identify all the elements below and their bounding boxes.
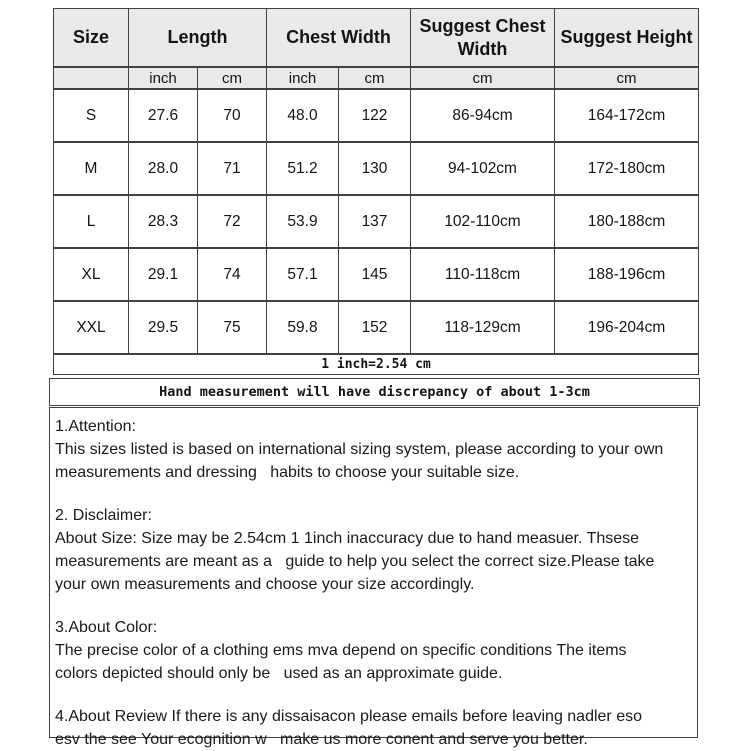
note-line: your own measurements and choose your size accordingly. [55,576,475,593]
unit-cell: cm [555,67,699,89]
size-cell: M [54,142,129,195]
chest-cm-cell: 122 [339,89,411,142]
table-row-s [54,89,699,142]
length-cm-cell: 70 [198,89,267,142]
hand-measurement-note: Hand measurement will have discrepancy of about 1-3cm [49,378,700,406]
note-line: 1.Attention: [55,418,136,435]
suggest-chest-cell: 94-102cm [411,142,555,195]
size-cell: XXL [54,301,129,354]
chest-cm-cell: 137 [339,195,411,248]
length-cm-cell: 72 [198,195,267,248]
suggest-height-cell: 180-188cm [555,195,699,248]
note-line: 4.About Review If there is any dissaisacon please emails before leaving nadler eso [55,708,642,725]
size-cell: S [54,89,129,142]
col-header-suggest-height: Suggest Height [555,9,699,68]
note-line: 3.About Color: [55,619,158,636]
col-header-suggest-chest-width: Suggest Chest Width [411,9,555,68]
note-line: colors depicted should only be used as an approximate guide. [55,665,503,682]
note-line: 2. Disclaimer: [55,507,152,524]
col-header-chest-width: Chest Width [267,9,411,68]
length-cm-cell: 75 [198,301,267,354]
length-inch-cell: 29.5 [129,301,198,354]
unit-cell: inch [129,67,198,89]
unit-cell: inch [267,67,339,89]
size-cell: XL [54,248,129,301]
size-cell: L [54,195,129,248]
col-header-size: Size [54,9,129,68]
unit-cell: cm [339,67,411,89]
note-line: About Size: Size may be 2.54cm 1 1inch inaccuracy due to hand measuer. Thsese [55,530,640,547]
length-cm-cell: 74 [198,248,267,301]
unit-cell [54,67,129,89]
chest-cm-cell: 152 [339,301,411,354]
note-line: esv the see Your ecognition w make us more conent and serve you better. [55,731,588,748]
header-row [54,9,699,68]
table-row-l [54,195,699,248]
length-inch-cell: 29.1 [129,248,198,301]
suggest-chest-cell: 102-110cm [411,195,555,248]
note-line: measurements and dressing habits to choose your suitable size. [55,464,520,481]
chest-inch-cell: 51.2 [267,142,339,195]
chest-inch-cell: 53.9 [267,195,339,248]
suggest-chest-cell: 110-118cm [411,248,555,301]
note-about-review [55,705,697,751]
unit-cell: cm [411,67,555,89]
suggest-height-cell: 164-172cm [555,89,699,142]
notes-box [49,407,698,748]
length-cm-cell: 71 [198,142,267,195]
chest-cm-cell: 130 [339,142,411,195]
suggest-chest-cell: 86-94cm [411,89,555,142]
note-line: measurements are meant as a guide to help you select the correct size.Please take [55,553,655,570]
table-row-m [54,142,699,195]
col-header-length: Length [129,9,267,68]
suggest-height-cell: 188-196cm [555,248,699,301]
suggest-height-cell: 196-204cm [555,301,699,354]
note-disclaimer [55,504,697,596]
note-about-color [55,616,697,685]
chest-inch-cell: 59.8 [267,301,339,354]
unit-cell: cm [198,67,267,89]
chest-inch-cell: 48.0 [267,89,339,142]
table-row-xxl [54,301,699,354]
length-inch-cell: 28.3 [129,195,198,248]
note-line: This sizes listed is based on international sizing system, please according to your own [55,441,664,458]
suggest-height-cell: 172-180cm [555,142,699,195]
conversion-row [54,354,699,375]
length-inch-cell: 28.0 [129,142,198,195]
chest-inch-cell: 57.1 [267,248,339,301]
chest-cm-cell: 145 [339,248,411,301]
unit-row [54,67,699,89]
size-chart-table [53,8,699,375]
table-row-xl [54,248,699,301]
note-line: The precise color of a clothing ems mva depend on specific conditions The items [55,642,627,659]
conversion-note: 1 inch=2.54 cm [54,354,699,375]
note-attention [55,415,697,484]
length-inch-cell: 27.6 [129,89,198,142]
suggest-chest-cell: 118-129cm [411,301,555,354]
